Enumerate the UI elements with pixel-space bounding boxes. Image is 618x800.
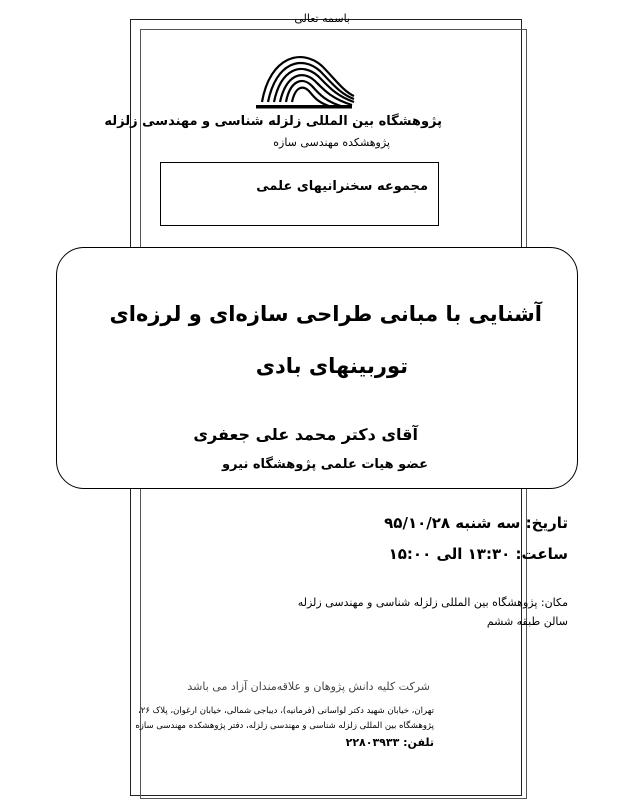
talk-title-line1: آشنایی با مبانی طراحی سازه‌ای و لرزه‌ای (109, 302, 542, 326)
location-line1: مکان: پژوهشگاه بین المللی زلزله شناسی و مهندسی زلزله (297, 596, 568, 609)
speaker-affiliation: عضو هیات علمی پژوهشگاه نیرو (221, 457, 428, 472)
address-line2: پژوهشگاه بین المللی زلزله شناسی و مهندسی زلزله، دفتر پژوهشکده مهندسی سازه (135, 721, 434, 731)
department-name: پژوهشکده مهندسی سازه (273, 136, 390, 149)
address-line1: تهران، خیابان شهید دکتر لواسانی (فرمانیه)، دیباجی شمالی، خیابان ارغوان، پلاک ۲۶، (138, 706, 434, 716)
talk-title-line2: توربینهای بادی (255, 354, 408, 378)
institute-name: پژوهشگاه بین المللی زلزله شناسی و مهندسی زلزله (104, 114, 442, 129)
collection-box (160, 162, 439, 226)
event-time: ساعت: ۱۳:۳۰ الی ۱۵:۰۰ (388, 545, 568, 563)
collection-label: مجموعه سخنرانیهای علمی (256, 179, 428, 194)
institute-logo-icon (252, 44, 358, 110)
speaker-name: آقای دکتر محمد علی جعفری (193, 425, 418, 444)
phone-number: تلفن: ۲۲۸۰۳۹۳۳ (345, 736, 434, 749)
welcome-note: شرکت کلیه دانش پژوهان و علاقه‌مندان آزاد می باشد (187, 680, 430, 693)
location-line2: سالن طبقه ششم (486, 615, 568, 628)
header-note: باسمه تعالی (294, 12, 350, 25)
event-date: تاریخ: سه شنبه ۹۵/۱۰/۲۸ (384, 514, 568, 532)
